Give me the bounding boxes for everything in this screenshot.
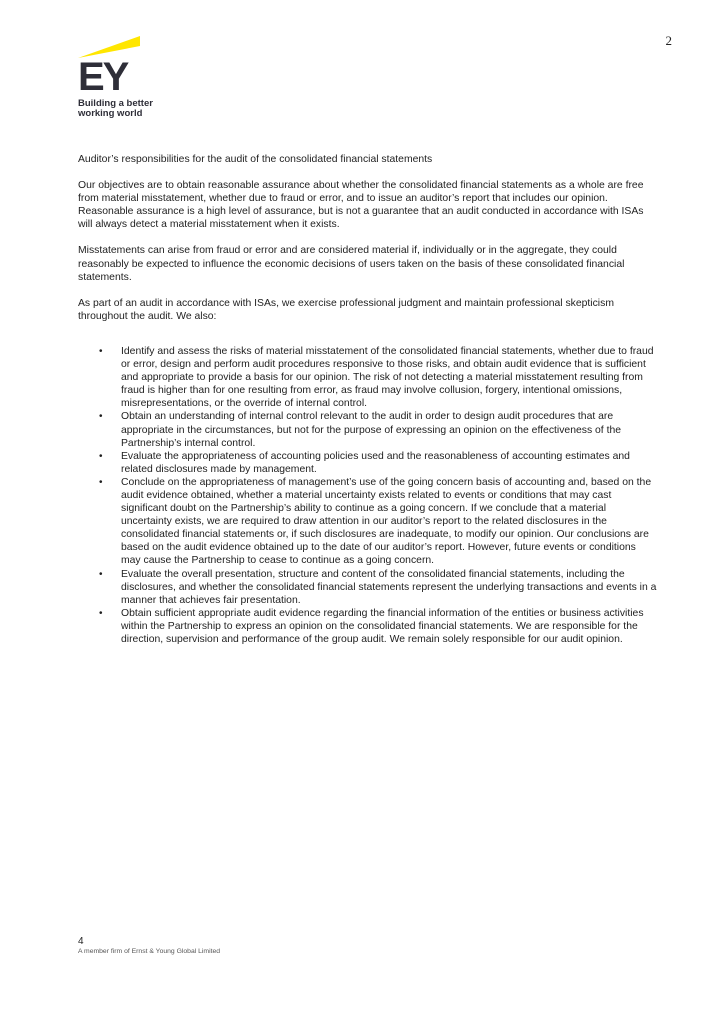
document-body — [78, 153, 658, 646]
list-item-text: Obtain an understanding of internal control relevant to the audit in order to design audit procedures that are appropriate in the circumstances, but not for the purpose of expressing an opinion on the effectiveness of the Partnership’s internal control. — [121, 411, 622, 449]
list-item — [78, 450, 658, 476]
section-heading: Auditor’s responsibilities for the audit of the consolidated financial statements — [78, 154, 433, 165]
footer-page-number: 4 — [78, 936, 84, 947]
list-item — [78, 476, 658, 568]
logo-tagline: Building a better working world — [78, 98, 153, 119]
responsibility-list — [78, 345, 658, 646]
paragraph-audit-intro: As part of an audit in accordance with ISAs, we exercise professional judgment and maintain professional skepticism throughout the audit. We also: — [78, 297, 614, 322]
list-item — [78, 410, 658, 449]
bullet-symbol: • — [99, 345, 103, 357]
list-item-text: Evaluate the overall presentation, structure and content of the consolidated financial statements, including the disclosures, and whether the consolidated financial statements represent the underlying transactions and events in a manner that achieves fair presentation. — [121, 568, 657, 606]
page-number: 2 — [665, 33, 672, 48]
list-item-text: Obtain sufficient appropriate audit evidence regarding the financial information of the entities or business activities within the Partnership to express an opinion on the consolidated financial statements. We are responsible for the direction, supervision and performance of the group audit. We remain solely responsible for our audit opinion. — [121, 607, 644, 645]
bullet-symbol: • — [99, 607, 103, 619]
logo-wordmark: EY — [78, 55, 128, 99]
bullet-symbol: • — [99, 476, 103, 488]
ey-logo — [78, 36, 168, 119]
footer-note: A member firm of Ernst & Young Global Limited — [78, 948, 221, 955]
list-item-text: Identify and assess the risks of material misstatement of the consolidated financial statements, whether due to fraud or error, design and perform audit procedures responsive to those risks, and obtain audit evidence that is sufficient and appropriate to provide a basis for our opinion. The risk of not detecting a material misstatement resulting from fraud is higher than for one resulting from error, as fraud may involve collusion, forgery, intentional omissions, misrepresentations, or the override of internal control. — [121, 345, 654, 410]
page-footer — [78, 936, 478, 956]
list-item — [78, 607, 658, 646]
paragraph-misstatements: Misstatements can arise from fraud or error and are considered material if, individually or in the aggregate, they could reasonably be expected to influence the economic decisions of users taken on the basis of these consolidated financial statements. — [78, 245, 625, 283]
list-item — [78, 345, 658, 410]
bullet-symbol: • — [99, 568, 103, 580]
bullet-symbol: • — [99, 411, 103, 423]
list-item — [78, 568, 658, 607]
paragraph-objectives: Our objectives are to obtain reasonable assurance about whether the consolidated financial statements as a whole are free from material misstatement, whether due to fraud or error, and to issue an auditor’s report that includes our opinion. Reasonable assurance is a high level of assurance, but is not a guarantee that an audit conducted in accordance with ISAs will always detect a material misstatement when it exists. — [78, 180, 644, 231]
list-item-text: Evaluate the appropriateness of accounting policies used and the reasonableness of accounting estimates and related disclosures made by management. — [121, 450, 630, 475]
list-item-text: Conclude on the appropriateness of management’s use of the going concern basis of accounting and, based on the audit evidence obtained, whether a material uncertainty exists related to events or conditions that may cast significant doubt on the Partnership’s ability to continue as a going concern. If we conclude that a material uncertainty exists, we are required to draw attention in our auditor’s report to the related disclosures in the consolidated financial statements or, if such disclosures are inadequate, to modify our opinion. Our conclusions are based on the audit evidence obtained up to the date of our auditor’s report. However, future events or conditions may cause the Partnership to cease to continue as a going concern. — [121, 476, 652, 567]
bullet-symbol: • — [99, 450, 103, 462]
